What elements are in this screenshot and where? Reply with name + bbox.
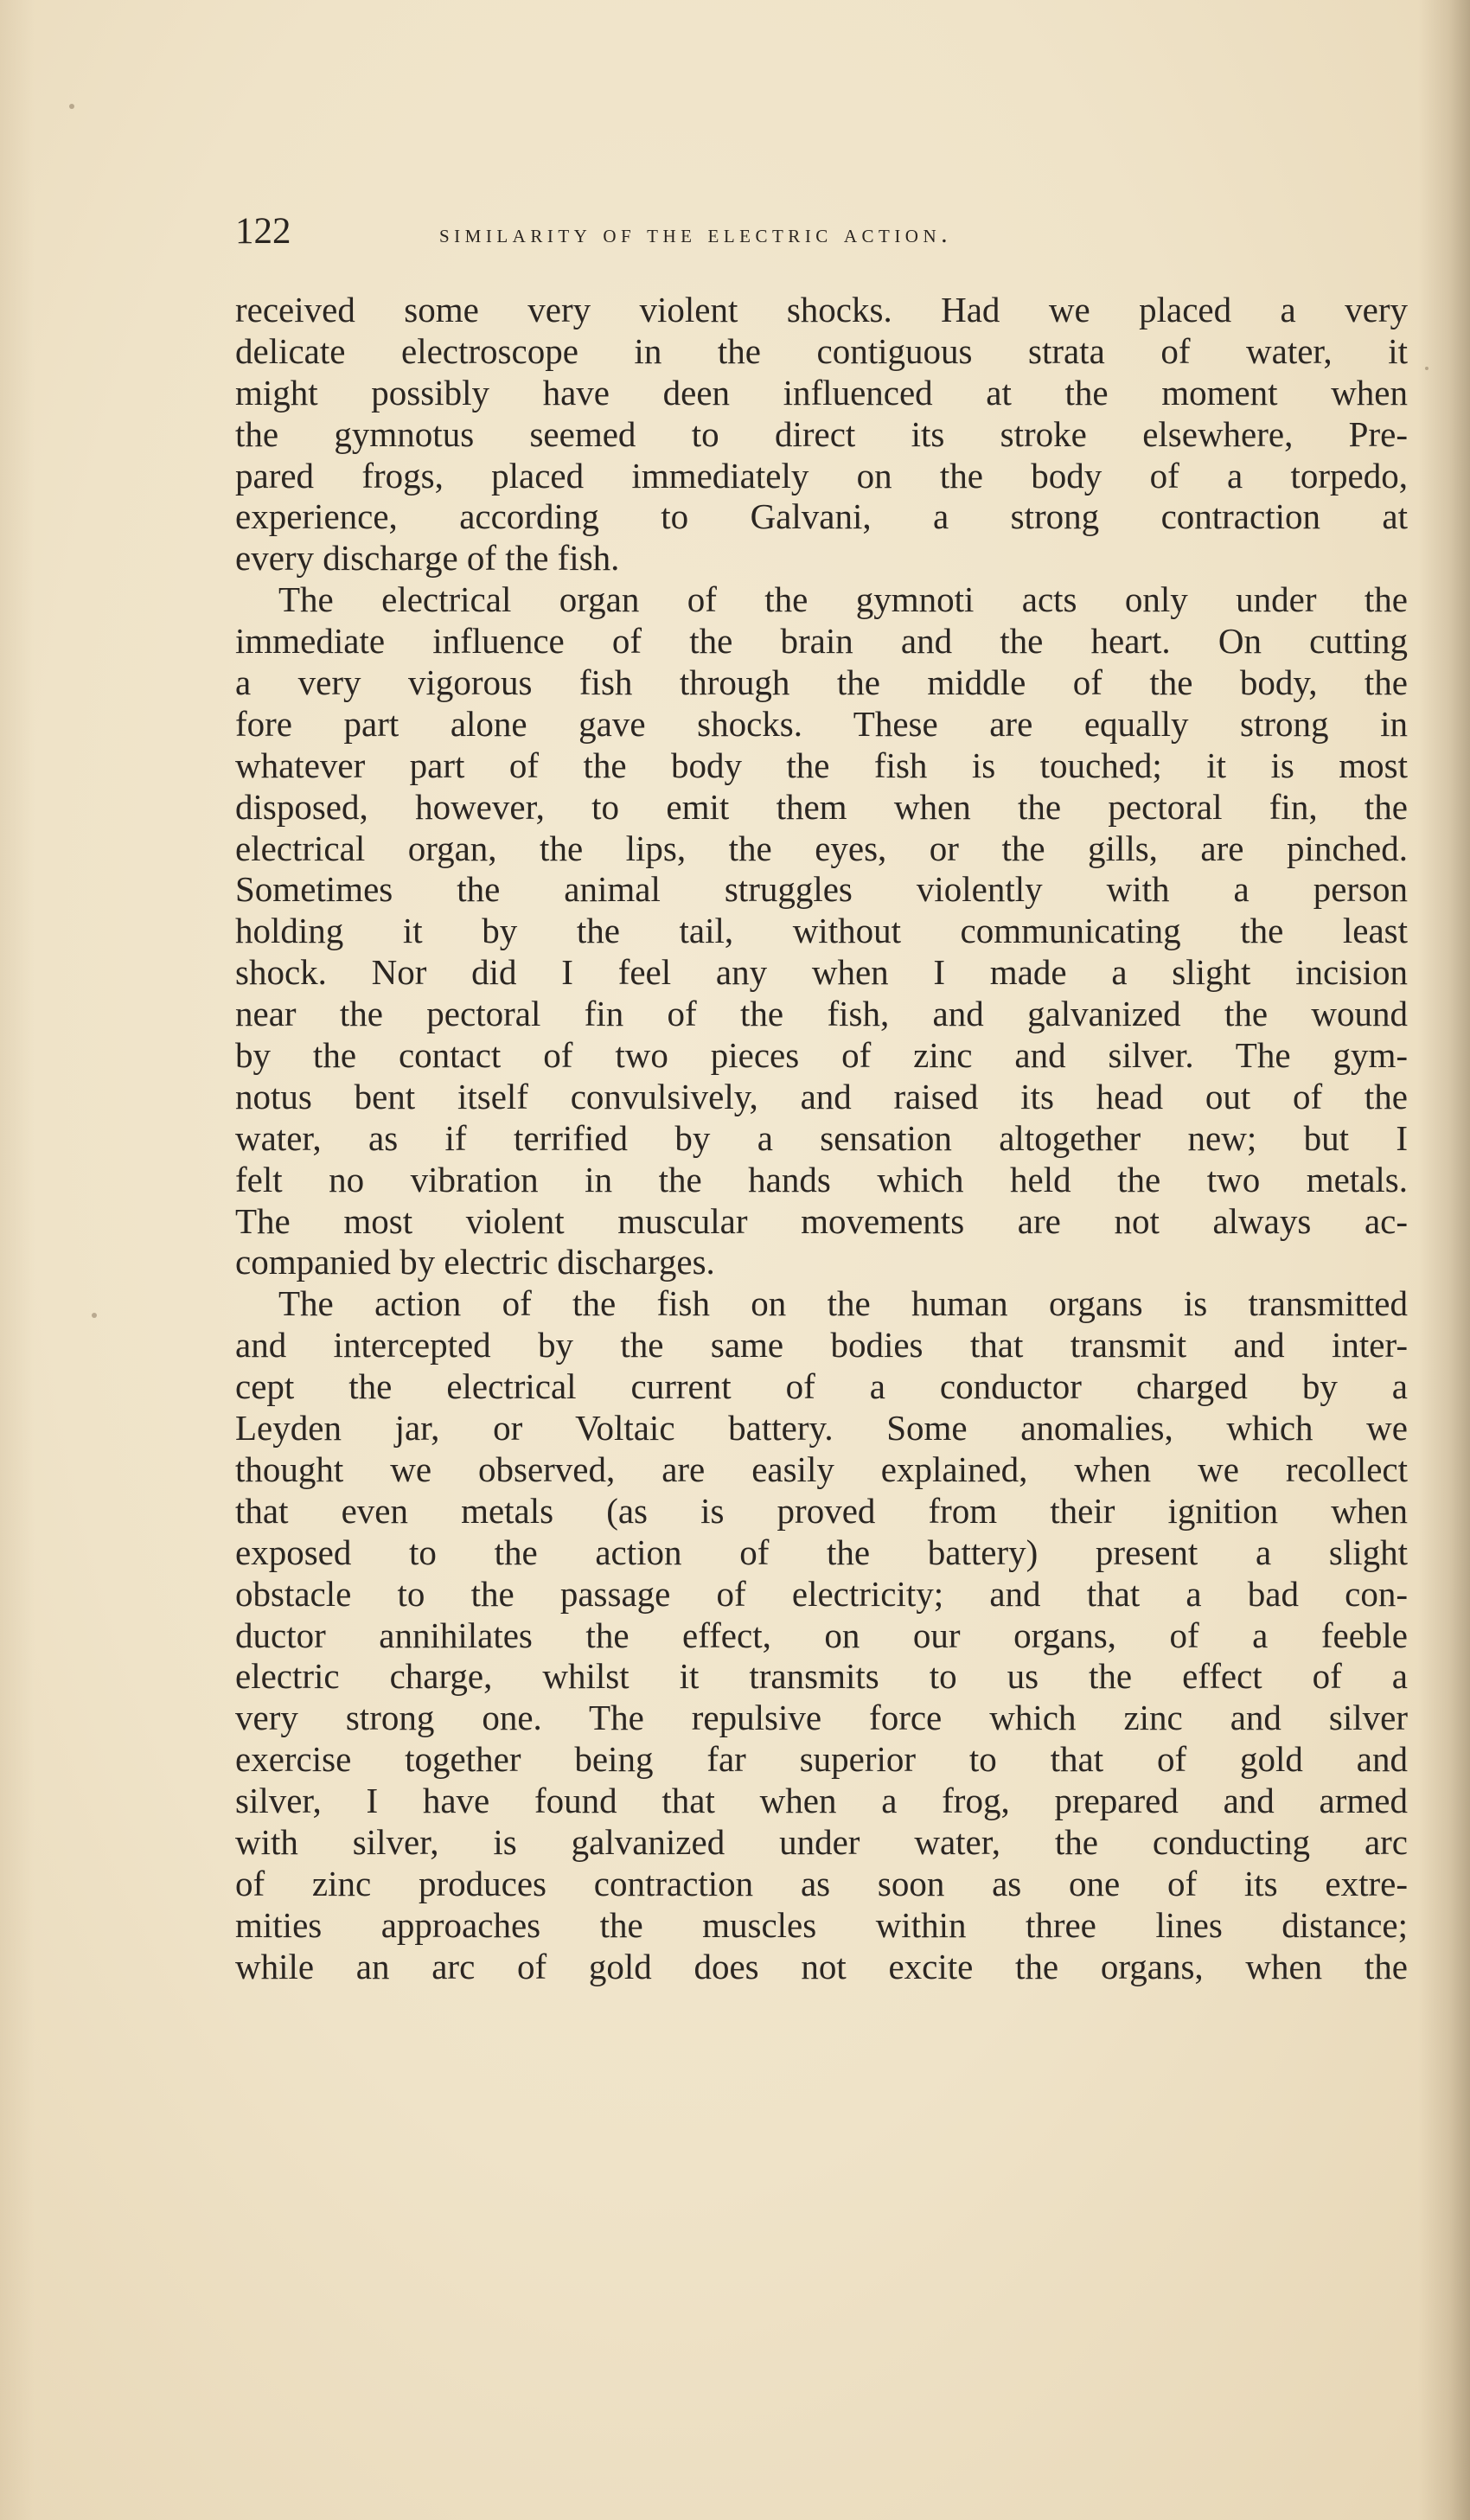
text-line: while an arc of gold does not excite the organs, when the [235,1946,1408,1986]
text-line: electrical organ, the lips, the eyes, or the gills, are pinched. [235,828,1408,868]
text-line: immediate influence of the brain and the heart. On cutting [235,621,1408,662]
text-line: cept the electrical current of a conductor charged by a [235,1366,1408,1407]
text-line: holding it by the tail, without communicating the least [235,911,1408,951]
text-line: Sometimes the animal struggles violently with a person [235,869,1408,910]
page-header [235,206,1408,258]
paper-speck [69,104,74,109]
text-line: a very vigorous fish through the middle of the body, the [235,662,1408,703]
text-line: of zinc produces contraction as soon as one of its extre- [235,1863,1408,1903]
text-line: the gymnotus seemed to direct its stroke elsewhere, Pre- [235,413,1408,454]
text-line: every discharge of the fish. [235,538,620,579]
text-line: The most violent muscular movements are not always ac- [235,1200,1408,1241]
text-line: obstacle to the passage of electricity; and that a bad con- [235,1573,1408,1614]
text-line: The action of the fish on the human organs is transmitted [278,1283,1408,1324]
text-line: whatever part of the body the fish is touched; it is most [235,745,1408,785]
text-line: pared frogs, placed immediately on the body of a torpedo, [235,455,1408,496]
text-line: electric charge, whilst it transmits to us the effect of a [235,1656,1408,1697]
text-line: and intercepted by the same bodies that transmit and inter- [235,1325,1408,1366]
text-line: exercise together being far superior to that of gold and [235,1739,1408,1780]
text-line: that even metals (as is proved from their ignition when [235,1490,1408,1531]
text-line: might possibly have deen influenced at the moment when [235,372,1408,413]
text-line: felt no vibration in the hands which held the two metals. [235,1159,1408,1199]
text-line: delicate electroscope in the contiguous strata of water, it [235,330,1408,371]
running-head: similarity of the electric action. [439,220,953,248]
text-line: ductor annihilates the effect, on our organs, of a feeble [235,1615,1408,1655]
body-text [235,290,1408,1988]
paper-speck [1425,367,1428,370]
text-line: The electrical organ of the gymnoti acts only under the [278,579,1408,620]
text-line: exposed to the action of the battery) present a slight [235,1532,1408,1572]
text-line: Leyden jar, or Voltaic battery. Some anomalies, which we [235,1408,1408,1449]
text-line: companied by electric discharges. [235,1242,715,1282]
text-line: by the contact of two pieces of zinc and silver. The gym- [235,1035,1408,1076]
text-line: very strong one. The repulsive force which zinc and silver [235,1698,1408,1738]
text-line: notus bent itself convulsively, and raised its head out of the [235,1076,1408,1116]
text-line: fore part alone gave shocks. These are equally strong in [235,703,1408,744]
text-line: silver, I have found that when a frog, prepared and armed [235,1781,1408,1821]
text-line: disposed, however, to emit them when the pectoral fin, the [235,786,1408,827]
page-edge-shadow [1418,0,1470,2520]
text-line: water, as if terrified by a sensation altogether new; but I [235,1117,1408,1158]
text-line: near the pectoral fin of the fish, and galvanized the wound [235,994,1408,1034]
page-gutter-shade [0,0,35,2520]
text-line: mities approaches the muscles within three lines distance; [235,1904,1408,1945]
text-line: experience, according to Galvani, a strong contraction at [235,496,1408,537]
text-line: with silver, is galvanized under water, the conducting arc [235,1821,1408,1862]
text-line: thought we observed, are easily explained, when we recollect [235,1449,1408,1489]
text-line: shock. Nor did I feel any when I made a slight incision [235,952,1408,993]
page-number: 122 [235,211,291,252]
paper-speck [92,1313,97,1318]
text-line: received some very violent shocks. Had we placed a very [235,290,1408,329]
